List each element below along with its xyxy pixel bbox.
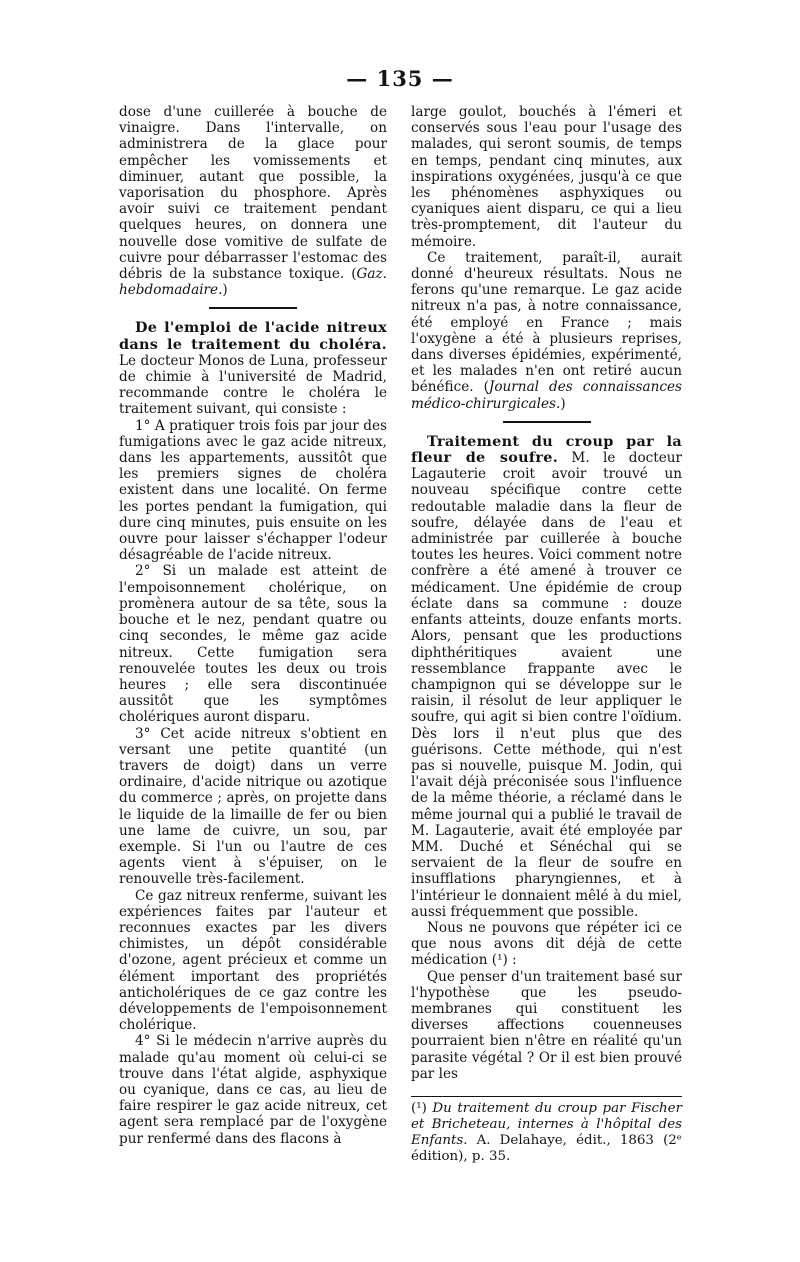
paragraph-text: dose d'une cuillerée à bouche de vinaigre. Dans l'intervalle, on administrera de la glace pour empêcher les vomissements et diminuer, autant que possible, la vaporisation du phosphore. Après avoir suivi ce traitement pendant quelques heures, on donnera une nouvelle dose vomitive de sulfate de cuivre pour débarrasser l'estomac des débris de la substance toxique. ( [119,104,387,283]
list-item: 1° A pratiquer trois fois par jour des fumigations avec le gaz acide nitreux, dans les appartements, aussitôt que les premiers signes de choléra existent dans une localité. On ferme les portes pendant la fumigation, qui dure cinq minutes, puis ensuite on les ouvre pour laisser s'échapper l'odeur désagréable de l'acide nitreux. [119,417,387,564]
list-item: 4° Si le médecin n'arrive auprès du malade qu'au moment où celui-ci se trouve dans l'état algide, asphyxique ou cyanique, dans ce cas, au lieu de faire respirer le gaz acide nitreux, cet agent sera remplacé par de l'oxygène pur renfermé dans des flacons à [119,1033,387,1147]
article-intro: Le docteur Monos de Luna, professeur de chimie à l'université de Madrid, recommande contre le choléra le traitement suivant, qui consiste : [119,352,387,418]
footnote-divider [411,1096,682,1097]
list-item: 2° Si un malade est atteint de l'empoisonnement cholérique, on promènera autour de sa tête, sous la bouche et le nez, pendant quatre ou cinq secondes, le même gaz acide nitreux. Cette fumigation sera renouvelée toutes les deux ou trois heures ; elle sera discontinuée aussitôt que les symptômes cholériques auront disparu. [119,563,387,726]
paragraph-remark [411,250,682,412]
footnote-text: Du traitement du croup par Fischer et Bricheteau, internes à l'hôpital des Enfants. [411,1100,682,1148]
section-divider [503,421,591,423]
source-citation: Gaz. hebdomadaire. [119,266,387,299]
footnote-publisher: A. Delahaye, édit., 1863 (2ᵉ édition), p. 35. [411,1132,682,1164]
footnote [411,1101,682,1165]
paragraph-text-end: ) [560,395,566,412]
paragraph-text-end: ) [222,282,228,299]
article-body: M. le docteur Lagauterie croit avoir trouvé un nouveau spécifique contre cette redoutable maladie dans la fleur de soufre, délayée dans de l'eau et administrée par cuillerée à bouche toutes les heures. Voici comment notre confrère a été amené à trouver ce médicament. Une épidémie de croup éclate dans sa commune : douze enfants atteints, douze enfants morts. Alors, pensant que les productions diphthéritiques avaient une ressemblance frappante avec le champignon qui se développe sur le raisin, il résolut de leur appliquer le soufre, qui agit si bien contre l'oïdium. Dès lors il n'eut plus que des guérisons. Cette méthode, qui n'est pas si nouvelle, puisque M. Jodin, qui l'avait déjà préconisée sous l'influence de la même théorie, a réclamé dans le même journal qui a publié le travail de M. Lagauterie, avait été employée par MM. Duché et Sénéchal qui se servaient de la fleur de soufre en insufflations pharyngiennes, et à l'intérieur le donnaient mêlé à du miel, aussi fréquemment que possible. [411,450,683,920]
article-title: Traitement du croup par la fleur de soufre. [411,432,682,467]
paragraph-phosphorus-treatment [119,104,387,298]
footnote-mark: (¹) [411,1100,427,1116]
article-cholera [119,320,387,417]
paragraph-gas: Ce gaz nitreux renferme, suivant les expériences faites par l'auteur et reconnues exactes par les divers chimistes, un dépôt considérable d'ozone, agent précieux et comme un élément important des propriétés anticholériques de ce gaz contre les développements de l'empoisonnement cholérique. [119,887,387,1034]
left-column [119,104,387,1147]
article-croup [411,434,682,920]
paragraph-continuation: large goulot, bouchés à l'émeri et conservés sous l'eau pour l'usage des malades, qui seront soumis, de temps en temps, pendant cinq minutes, aux inspirations oxygénées, jusqu'à ce que les phénomènes asphyxiques ou cyaniques aient disparu, ce qui a lieu très-promptement, dit l'auteur du mémoire. [411,104,682,250]
paragraph-repeat: Nous ne pouvons que répéter ici ce que nous avons dit déjà de cette médication (¹) : [411,919,682,969]
page-number: — 135 — [346,66,454,91]
source-citation: Journal des connaissances médico-chirurgicales. [411,379,682,412]
paragraph-text: Ce traitement, paraît-il, aurait donné d'heureux résultats. Nous ne ferons qu'une remarque. Le gaz acide nitreux n'a pas, à notre connaissance, été employé en France ; mais l'oxygène a été à plusieurs reprises, dans diverses épidémies, expérimenté, et les malades n'en ont retiré aucun bénéfice. ( [411,249,682,396]
list-item: 3° Cet acide nitreux s'obtient en versant une petite quantité (un travers de doigt) dans un verre ordinaire, d'acide nitrique ou azotique du commerce ; après, on projette dans le liquide de la limaille de fer ou bien une lame de cuivre, un sou, par exemple. Si l'un ou l'autre de ces agents vient à s'épuiser, on le renouvelle très-facilement. [119,725,387,888]
article-title: De l'emploi de l'acide nitreux dans le traitement du choléra. [119,319,387,353]
right-column [411,104,682,1165]
section-divider [209,307,297,309]
paragraph-question: Que penser d'un traitement basé sur l'hypothèse que les pseudo-membranes qui constituent les diverses affections couenneuses pourraient bien n'être en réalité qu'un parasite végétal ? Or il est bien prouvé par les [411,968,682,1082]
